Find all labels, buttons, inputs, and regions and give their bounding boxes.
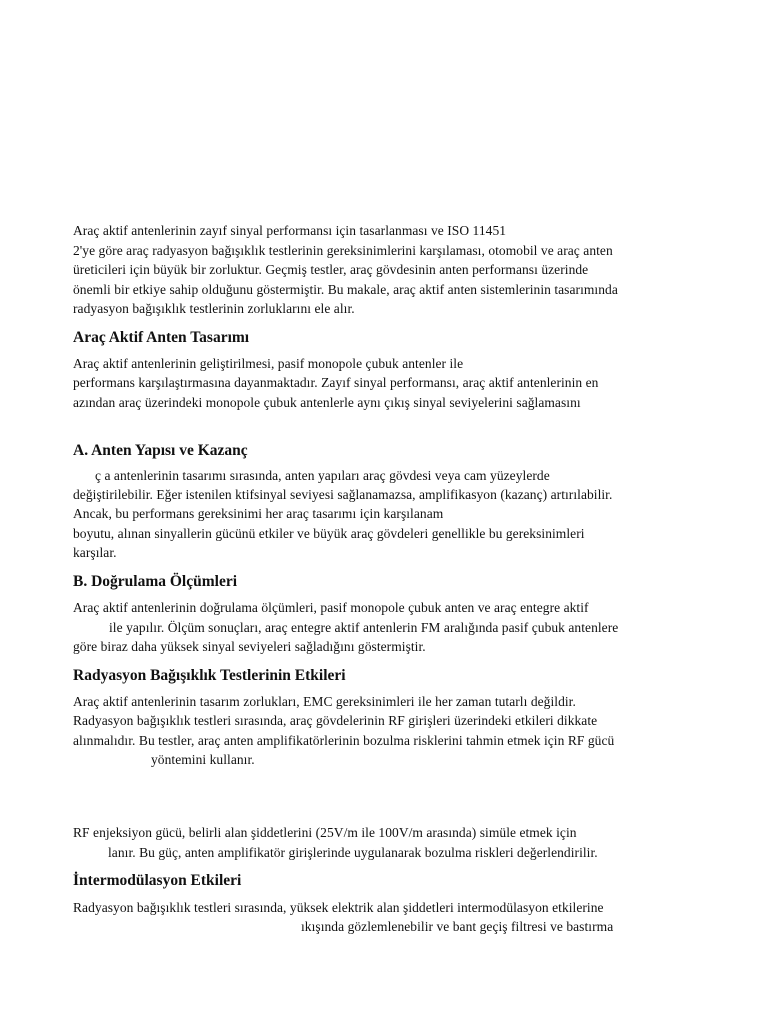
text-line: üreticileri için büyük bir zorluktur. Geçmiş testler, araç gövdesinin anten performansı üzerinde <box>73 262 589 277</box>
text-line: göre biraz daha yüksek sinyal seviyeleri sağladığını göstermiştir. <box>73 639 426 654</box>
section-heading-immunity: Radyasyon Bağışıklık Testlerinin Etkileri <box>73 667 346 684</box>
text-line: Araç aktif antenlerinin doğrulama ölçümleri, pasif monopole çubuk anten ve araç entegre aktif <box>73 600 589 615</box>
text-line: Araç aktif antenlerinin tasarım zorlukları, EMC gereksinimleri ile her zaman tutarlı değildir. <box>73 694 576 709</box>
text-line: yöntemini kullanır. <box>151 752 255 767</box>
section-heading-intermod: İntermodülasyon Etkileri <box>73 872 242 889</box>
text-line: Radyasyon bağışıklık testleri sırasında, yüksek elektrik alan şiddetleri intermodülasyon etkilerine <box>73 900 604 915</box>
text-line: ile yapılır. Ölçüm sonuçları, araç entegre aktif antenlerin FM aralığında pasif çubuk antenlere <box>109 620 619 635</box>
text-line: ıkışında gözlemlenebilir ve bant geçiş filtresi ve bastırma <box>301 919 614 934</box>
text-line: radyasyon bağışıklık testlerinin zorluklarını ele alır. <box>73 301 355 316</box>
section-heading-b: B. Doğrulama Ölçümleri <box>73 573 238 590</box>
text-line: performans karşılaştırmasına dayanmaktadır. Zayıf sinyal performansı, araç aktif antenlerinin en <box>73 375 599 390</box>
text-line: lanır. Bu güç, anten amplifikatör girişlerinde uygulanarak bozulma riskleri değerlendirilir. <box>108 845 598 860</box>
section-heading-antenna-design: Araç Aktif Anten Tasarımı <box>73 329 250 346</box>
text-line: ç a antenlerinin tasarımı sırasında, anten yapıları araç gövdesi veya cam yüzeylerde <box>95 468 550 483</box>
text-line: alınmalıdır. Bu testler, araç anten amplifikatörlerinin bozulma risklerini tahmin etmek için RF gücü <box>73 733 615 748</box>
text-line: RF enjeksiyon gücü, belirli alan şiddetlerini (25V/m ile 100V/m arasında) simüle etmek için <box>73 825 577 840</box>
text-line: azından araç üzerindeki monopole çubuk antenlerle aynı çıkış sinyal seviyelerini sağlamasını <box>73 395 581 410</box>
text-line: 2'ye göre araç radyasyon bağışıklık testlerinin gereksinimlerini karşılaması, otomobil ve araç anten <box>73 243 613 258</box>
text-line: Araç aktif antenlerinin geliştirilmesi, pasif monopole çubuk antenler ile <box>73 356 464 371</box>
text-line: değiştirilebilir. Eğer istenilen ktifsinyal seviyesi sağlanamazsa, amplifikasyon (kazanç) artırılabilir. <box>73 487 613 502</box>
text-line: Araç aktif antenlerinin zayıf sinyal performansı için tasarlanması ve ISO 11451 <box>73 223 507 238</box>
section-heading-a: A. Anten Yapısı ve Kazanç <box>73 442 248 459</box>
text-line: boyutu, alınan sinyallerin gücünü etkiler ve büyük araç gövdeleri genellikle bu gereksinimleri <box>73 526 585 541</box>
text-line: Radyasyon bağışıklık testleri sırasında, araç gövdelerinin RF girişleri üzerindeki etkileri dikkate <box>73 713 598 728</box>
text-line: Ancak, bu performans gereksinimi her araç tasarımı için karşılanam <box>73 506 444 521</box>
text-line: karşılar. <box>73 545 117 560</box>
text-line: önemli bir etkiye sahip olduğunu göstermiştir. Bu makale, araç aktif anten sistemlerinin tasarımında <box>73 282 618 297</box>
